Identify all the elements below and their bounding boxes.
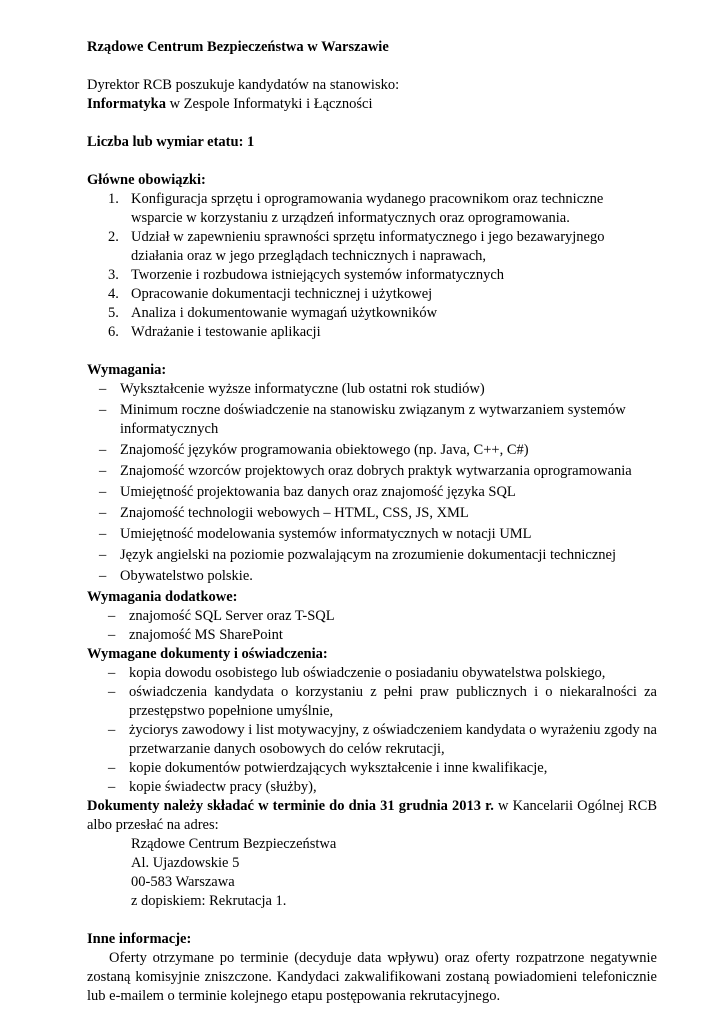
dash-bullet: –: [99, 442, 107, 458]
duty-text: Opracowanie dokumentacji technicznej i użytkowej: [131, 286, 433, 302]
institution-title: Rządowe Centrum Bezpieczeństwa w Warszawie: [87, 39, 389, 55]
extra-requirements-list: [87, 607, 657, 645]
duty-text: Analiza i dokumentowanie wymagań użytkowników: [131, 305, 438, 321]
requirement-item: [87, 441, 657, 460]
address-line: 00-583 Warszawa: [131, 874, 235, 890]
duties-heading: Główne obowiązki:: [87, 172, 206, 188]
duty-number: 4.: [108, 286, 119, 302]
dash-bullet: –: [108, 608, 116, 624]
duty-item: [87, 304, 657, 323]
requirement-item: [87, 401, 657, 439]
extra-requirements-heading: Wymagania dodatkowe:: [87, 589, 238, 605]
duty-number: 5.: [108, 305, 119, 321]
requirement-text: Umiejętność modelowania systemów informatycznych w notacji UML: [120, 526, 532, 542]
duty-item: [87, 323, 657, 342]
dash-bullet: –: [99, 547, 107, 563]
extra-requirement-text: znajomość MS SharePoint: [129, 627, 283, 643]
dash-bullet: –: [108, 665, 116, 681]
document-text: kopia dowodu osobistego lub oświadczenie o posiadaniu obywatelstwa polskiego,: [129, 665, 606, 681]
document-item: [87, 664, 657, 683]
requirement-text: Znajomość języków programowania obiektowego (np. Java, C++, C#): [120, 442, 529, 458]
dash-bullet: –: [99, 505, 107, 521]
address-line: Al. Ujazdowskie 5: [131, 855, 240, 871]
duties-list: [87, 190, 657, 342]
other-info-section: [87, 930, 657, 1006]
position-title: Informatyka: [87, 96, 166, 112]
document-item: [87, 759, 657, 778]
duty-item: [87, 190, 657, 228]
submission-rest: w Kancelarii Ogólnej RCB albo przesłać na adres:: [87, 798, 657, 833]
dash-bullet: –: [108, 684, 116, 700]
address-line: z dopiskiem: Rekrutacja 1.: [131, 893, 287, 909]
requirement-text: Wykształcenie wyższe informatyczne (lub ostatni rok studiów): [120, 381, 485, 397]
duty-number: 6.: [108, 324, 119, 340]
requirement-text: Znajomość technologii webowych – HTML, CSS, JS, XML: [120, 505, 469, 521]
document-text: oświadczenia kandydata o korzystaniu z pełni praw publicznych i o niekaralności za przestępstwo popełnione umyślnie,: [129, 684, 657, 719]
extra-requirements-section: [87, 588, 657, 645]
dash-bullet: –: [108, 779, 116, 795]
requirement-item: [87, 525, 657, 544]
requirements-heading: Wymagania:: [87, 362, 167, 378]
requirement-item: [87, 567, 657, 586]
requirement-text: Umiejętność projektowania baz danych oraz znajomość języka SQL: [120, 484, 516, 500]
extra-requirement-text: znajomość SQL Server oraz T-SQL: [129, 608, 335, 624]
documents-section: [87, 645, 657, 797]
duty-item: [87, 228, 657, 266]
dash-bullet: –: [108, 722, 116, 738]
intro-line: Dyrektor RCB poszukuje kandydatów na stanowisko:: [87, 77, 400, 93]
submission-paragraph: [87, 797, 657, 835]
document-item: [87, 721, 657, 759]
duty-item: [87, 266, 657, 285]
positions-count: Liczba lub wymiar etatu: 1: [87, 134, 255, 150]
duties-section: [87, 171, 657, 342]
requirement-item: [87, 483, 657, 502]
intro-block: [87, 76, 657, 114]
duty-number: 1.: [108, 191, 119, 207]
requirements-list: [87, 380, 657, 586]
duty-text: Tworzenie i rozbudowa istniejących systemów informatycznych: [131, 267, 505, 283]
position-line: [87, 95, 657, 114]
other-info-heading: Inne informacje:: [87, 931, 192, 947]
documents-heading: Wymagane dokumenty i oświadczenia:: [87, 646, 328, 662]
dash-bullet: –: [99, 526, 107, 542]
requirement-item: [87, 380, 657, 399]
extra-requirement-item: [87, 626, 657, 645]
document-item: [87, 683, 657, 721]
duty-item: [87, 285, 657, 304]
documents-list: [87, 664, 657, 797]
position-team: w Zespole Informatyki i Łączności: [165, 96, 373, 112]
duty-text: Udział w zapewnieniu sprawności sprzętu informatycznego i jego bezawaryjnego działania oraz w jego przeglądach technicznych i naprawach,: [131, 229, 605, 264]
document-text: kopie świadectw pracy (służby),: [129, 779, 317, 795]
dash-bullet: –: [99, 484, 107, 500]
dash-bullet: –: [99, 402, 107, 418]
dash-bullet: –: [99, 568, 107, 584]
duty-number: 2.: [108, 229, 119, 245]
extra-requirement-item: [87, 607, 657, 626]
dash-bullet: –: [99, 381, 107, 397]
other-info-text: Oferty otrzymane po terminie (decyduje data wpływu) oraz oferty rozpatrzone negatywnie zostaną komisyjnie zniszczone. Kandydaci zakwalifikowani zostaną powiadomieni telefonicznie lub e-mailem o terminie kolejnego etapu postępowania rekrutacyjnego.: [87, 950, 657, 1004]
dash-bullet: –: [108, 627, 116, 643]
requirement-text: Obywatelstwo polskie.: [120, 568, 253, 584]
document-item: [87, 778, 657, 797]
requirement-item: [87, 462, 657, 481]
requirement-text: Minimum roczne doświadczenie na stanowisku związanym z wytwarzaniem systemów informatycznych: [120, 402, 626, 437]
duty-text: Konfiguracja sprzętu i oprogramowania wydanego pracownikom oraz techniczne wsparcie w korzystaniu z urządzeń informatycznych oraz oprogramowania.: [131, 191, 604, 226]
requirement-text: Znajomość wzorców projektowych oraz dobrych praktyk wytwarzania oprogramowania: [120, 463, 632, 479]
requirement-item: [87, 504, 657, 523]
requirement-item: [87, 546, 657, 565]
requirements-section: [87, 361, 657, 586]
address-block: [87, 835, 657, 911]
submission-deadline: Dokumenty należy składać w terminie do dnia 31 grudnia 2013 r.: [87, 798, 494, 814]
document-text: życiorys zawodowy i list motywacyjny, z oświadczeniem kandydata o wyrażeniu zgody na przetwarzanie danych osobowych do celów rekrutacji,: [129, 722, 657, 757]
document-text: kopie dokumentów potwierdzających wykształcenie i inne kwalifikacje,: [129, 760, 548, 776]
dash-bullet: –: [99, 463, 107, 479]
duty-text: Wdrażanie i testowanie aplikacji: [131, 324, 321, 340]
requirement-text: Język angielski na poziomie pozwalającym na zrozumienie dokumentacji technicznej: [120, 547, 617, 563]
duty-number: 3.: [108, 267, 119, 283]
dash-bullet: –: [108, 760, 116, 776]
address-line: Rządowe Centrum Bezpieczeństwa: [131, 836, 337, 852]
